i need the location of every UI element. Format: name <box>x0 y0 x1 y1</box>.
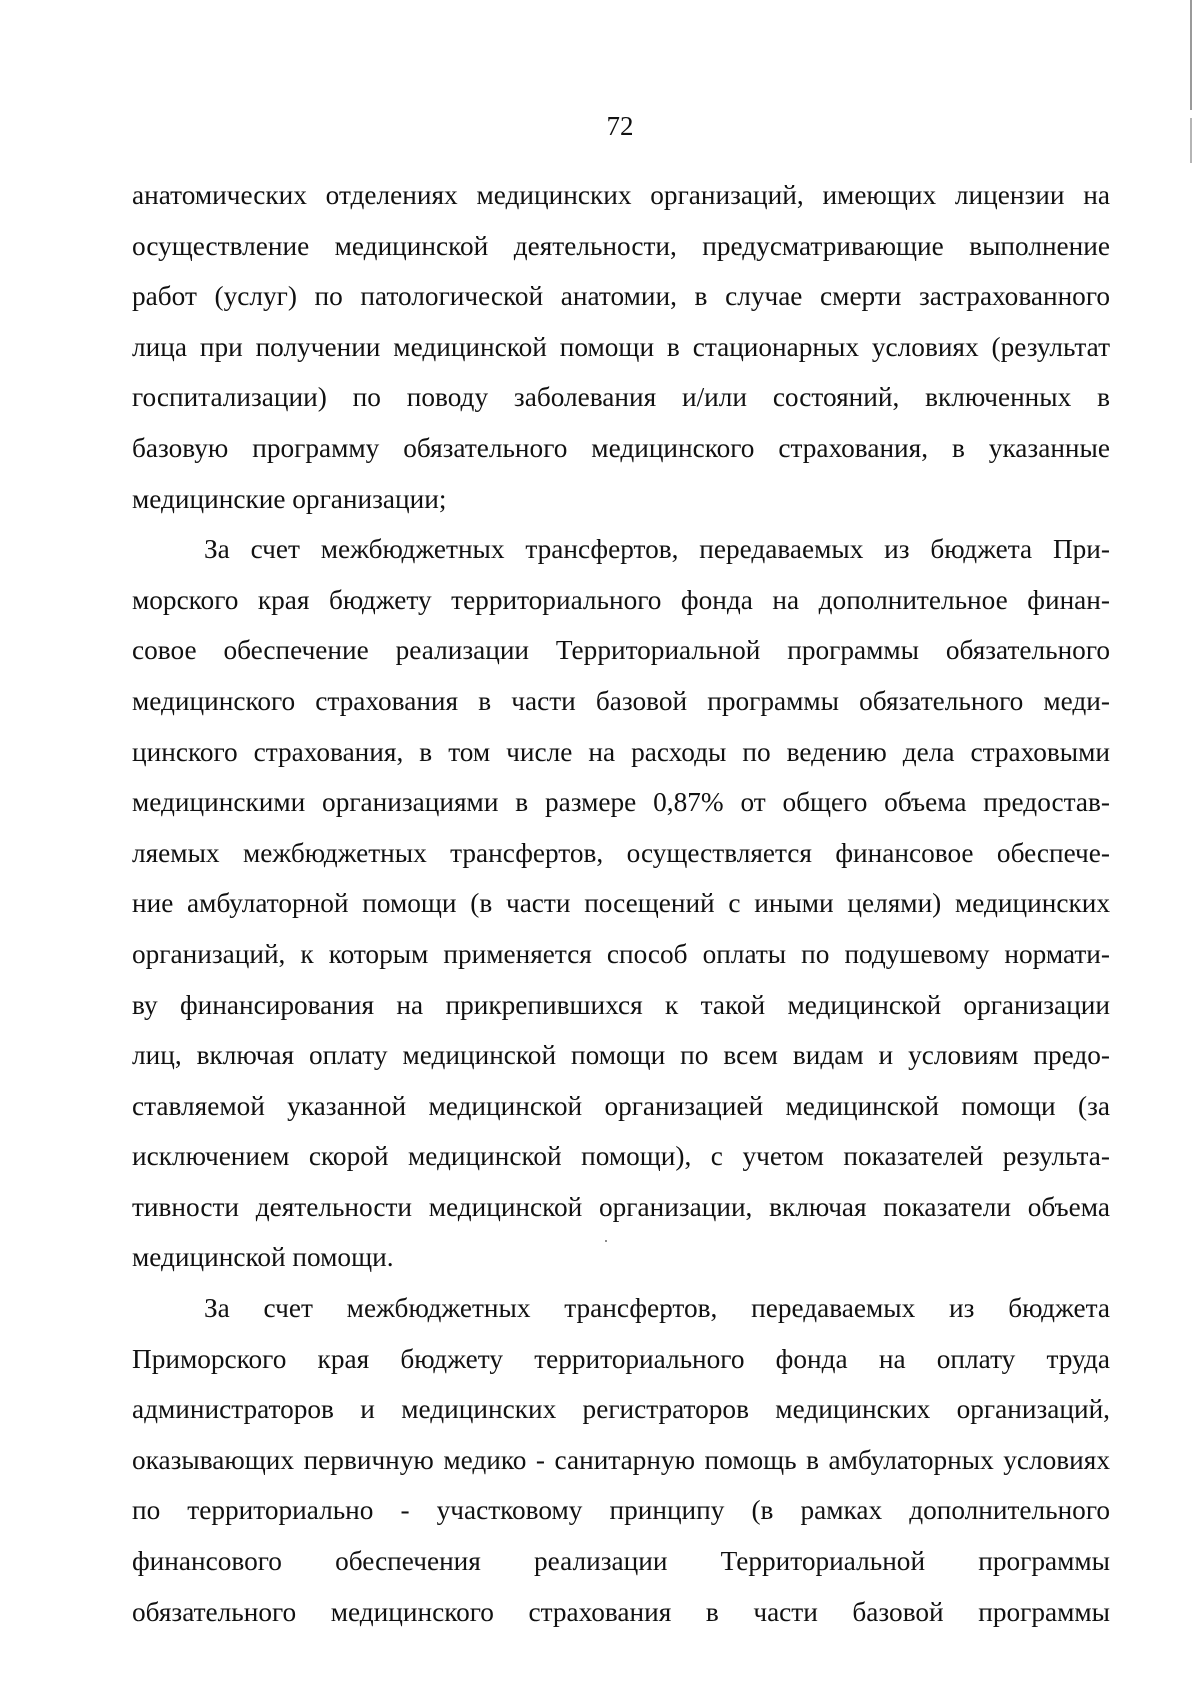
text-line: медицинскими организациями в размере 0,87% от общего объема предостав- <box>132 787 1110 818</box>
paragraph <box>132 524 1110 1283</box>
text-line: организаций, к которым применяется способ оплаты по подушевому нормати- <box>132 938 1110 969</box>
text-line: ние амбулаторной помощи (в части посещений с иными целями) медицинских <box>132 888 1110 919</box>
text-line: оказывающих первичную медико - санитарную помощь в амбулаторных условиях <box>132 1444 1110 1475</box>
text-line: обязательного медицинского страхования в части базовой программы <box>132 1596 1110 1627</box>
text-line: ву финансирования на прикрепившихся к такой медицинской организации <box>132 989 1110 1020</box>
text-line: За счет межбюджетных трансфертов, передаваемых из бюджета <box>204 1293 1110 1324</box>
text-line: исключением скорой медицинской помощи), с учетом показателей результа- <box>132 1141 1110 1172</box>
text-line: работ (услуг) по патологической анатомии, в случае смерти застрахованного <box>132 281 1110 312</box>
text-line: финансового обеспечения реализации Территориальной программы <box>132 1546 1110 1577</box>
scan-edge-mark <box>1190 0 1192 110</box>
paragraph <box>132 1283 1110 1637</box>
text-line: по территориально - участковому принципу (в рамках дополнительного <box>132 1495 1110 1526</box>
text-line: лица при получении медицинской помощи в стационарных условиях (результат <box>132 331 1110 362</box>
text-line: Приморского края бюджету территориального фонда на оплату труда <box>132 1343 1110 1374</box>
text-line: медицинские организации; <box>132 483 447 514</box>
text-line: ставляемой указанной медицинской организацией медицинской помощи (за <box>132 1090 1110 1121</box>
paragraph <box>132 170 1110 524</box>
text-line: администраторов и медицинских регистраторов медицинских организаций, <box>132 1394 1110 1425</box>
text-line: тивности деятельности медицинской организации, включая показатели объема <box>132 1191 1110 1222</box>
text-line: базовую программу обязательного медицинского страхования, в указанные <box>132 432 1110 463</box>
text-line: осуществление медицинской деятельности, предусматривающие выполнение <box>132 230 1110 261</box>
text-line: госпитализации) по поводу заболевания и/или состояний, включенных в <box>132 382 1110 413</box>
text-line: ляемых межбюджетных трансфертов, осуществляется финансовое обеспече- <box>132 837 1110 868</box>
text-line: лиц, включая оплату медицинской помощи по всем видам и условиям предо- <box>132 1040 1110 1071</box>
text-line: За счет межбюджетных трансфертов, передаваемых из бюджета При- <box>204 534 1110 565</box>
text-line: цинского страхования, в том числе на расходы по ведению дела страховыми <box>132 736 1110 767</box>
text-line: совое обеспечение реализации Территориальной программы обязательного <box>132 635 1110 666</box>
text-line: анатомических отделениях медицинских организаций, имеющих лицензии на <box>132 180 1110 210</box>
body-text <box>132 170 1110 1637</box>
scan-speck <box>605 1240 607 1242</box>
text-line: морского края бюджету территориального фонда на дополнительное финан- <box>132 584 1110 615</box>
text-line: медицинской помощи. <box>132 1242 394 1273</box>
page-number: 72 <box>606 111 634 141</box>
text-line: медицинского страхования в части базовой программы обязательного меди- <box>132 685 1110 716</box>
